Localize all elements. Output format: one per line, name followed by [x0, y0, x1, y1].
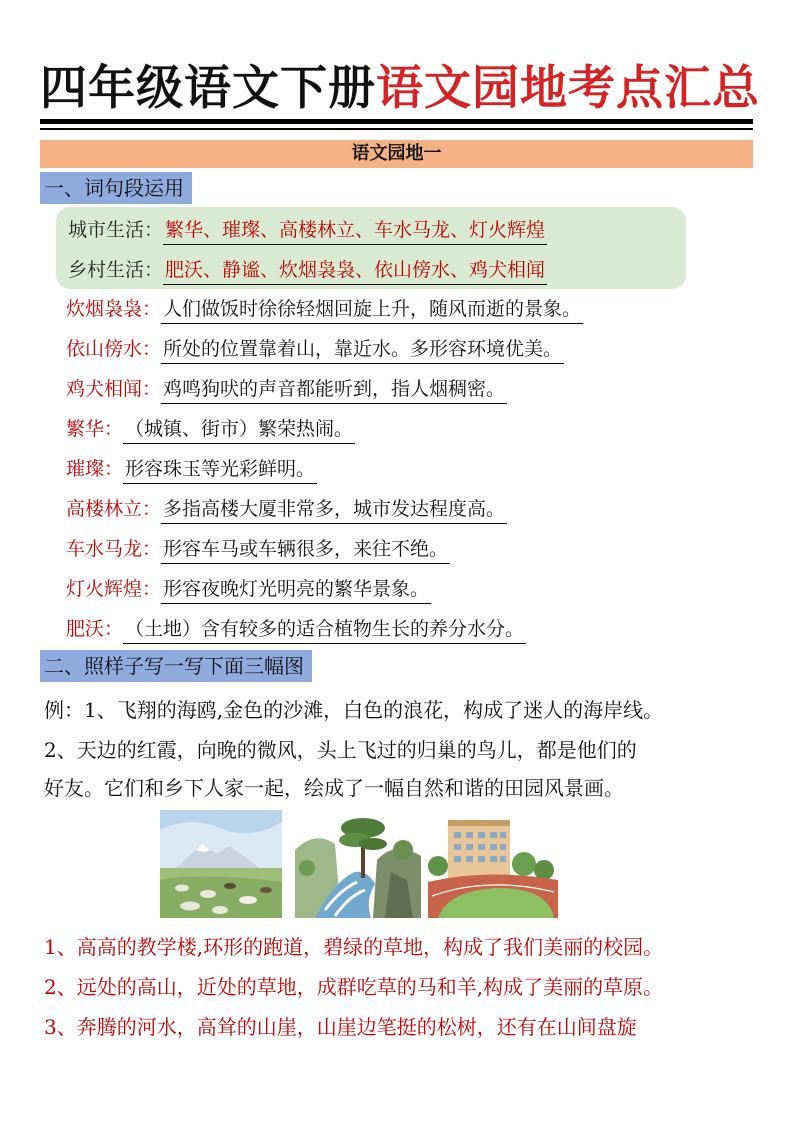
- definition-row: [66, 496, 507, 524]
- row-def: 多指高楼大厦非常多，城市发达程度高。: [161, 496, 507, 524]
- definition-row: [66, 456, 317, 484]
- green-row-village: [68, 257, 547, 285]
- row-def: 形容夜晚灯光明亮的繁华景象。: [161, 576, 431, 604]
- heading-2: 二、照样子写一写下面三幅图: [40, 650, 312, 682]
- definition-row: [66, 416, 355, 444]
- row-def: 鸡鸣狗吠的声音都能听到，指人烟稠密。: [161, 376, 507, 404]
- row-term: 鸡犬相闻：: [66, 378, 162, 400]
- title-black: 四年级语文下册: [40, 61, 376, 116]
- row-term: 城市生活：: [68, 219, 164, 241]
- title-rule-thin: [40, 128, 753, 130]
- example-line: 好友。它们和乡下人家一起，绘成了一幅自然和谐的田园风景画。: [44, 776, 624, 800]
- row-term: 炊烟袅袅：: [66, 298, 162, 320]
- definition-row: [66, 536, 450, 564]
- row-def: 形容车马或车辆很多，来往不绝。: [161, 536, 450, 564]
- definition-row: [66, 336, 564, 364]
- row-def: 形容珠玉等光彩鲜明。: [123, 456, 317, 484]
- row-term: 车水马龙：: [66, 538, 162, 560]
- definition-row: [66, 616, 526, 644]
- school-campus-illustration: [428, 810, 558, 918]
- page-title: [40, 56, 760, 122]
- row-def: 肥沃、静谧、炊烟袅袅、依山傍水、鸡犬相闻: [163, 257, 547, 285]
- row-term: 依山傍水：: [66, 338, 162, 360]
- section-band: 语文园地一: [40, 140, 753, 168]
- mountain-river-pine-illustration: [295, 810, 421, 918]
- definition-row: [66, 576, 431, 604]
- answer-line: 1、高高的教学楼,环形的跑道，碧绿的草地，构成了我们美丽的校园。: [44, 935, 664, 959]
- grassland-illustration: [160, 810, 282, 918]
- answer-line: 3、奔腾的河水，高耸的山崖，山崖边笔挺的松树，还有在山间盘旋: [44, 1015, 637, 1039]
- title-rule-thick: [40, 119, 753, 124]
- definition-row: [66, 296, 583, 324]
- row-def: 繁华、璀璨、高楼林立、车水马龙、灯火辉煌: [163, 217, 547, 245]
- row-def: （土地）含有较多的适合植物生长的养分水分。: [123, 616, 526, 644]
- example-line: 例：1、飞翔的海鸥,金色的沙滩，白色的浪花，构成了迷人的海岸线。: [44, 698, 664, 722]
- answer-line: 2、远处的高山，近处的草地，成群吃草的马和羊,构成了美丽的草原。: [44, 975, 664, 999]
- row-term: 璀璨：: [66, 458, 124, 480]
- row-def: 人们做饭时徐徐轻烟回旋上升，随风而逝的景象。: [161, 296, 583, 324]
- row-term: 高楼林立：: [66, 498, 162, 520]
- row-def: （城镇、街市）繁荣热闹。: [123, 416, 355, 444]
- row-term: 灯火辉煌：: [66, 578, 162, 600]
- row-term: 乡村生活：: [68, 259, 164, 281]
- green-row-city: [68, 217, 547, 245]
- definition-row: [66, 376, 507, 404]
- row-def: 所处的位置靠着山，靠近水。多形容环境优美。: [161, 336, 564, 364]
- example-line: 2、天边的红霞，向晚的微风，头上飞过的归巢的鸟儿，都是他们的: [44, 738, 637, 762]
- row-term: 肥沃：: [66, 618, 124, 640]
- title-red: 语文园地考点汇总: [376, 61, 760, 116]
- heading-1: 一、词句段运用: [40, 172, 192, 204]
- row-term: 繁华：: [66, 418, 124, 440]
